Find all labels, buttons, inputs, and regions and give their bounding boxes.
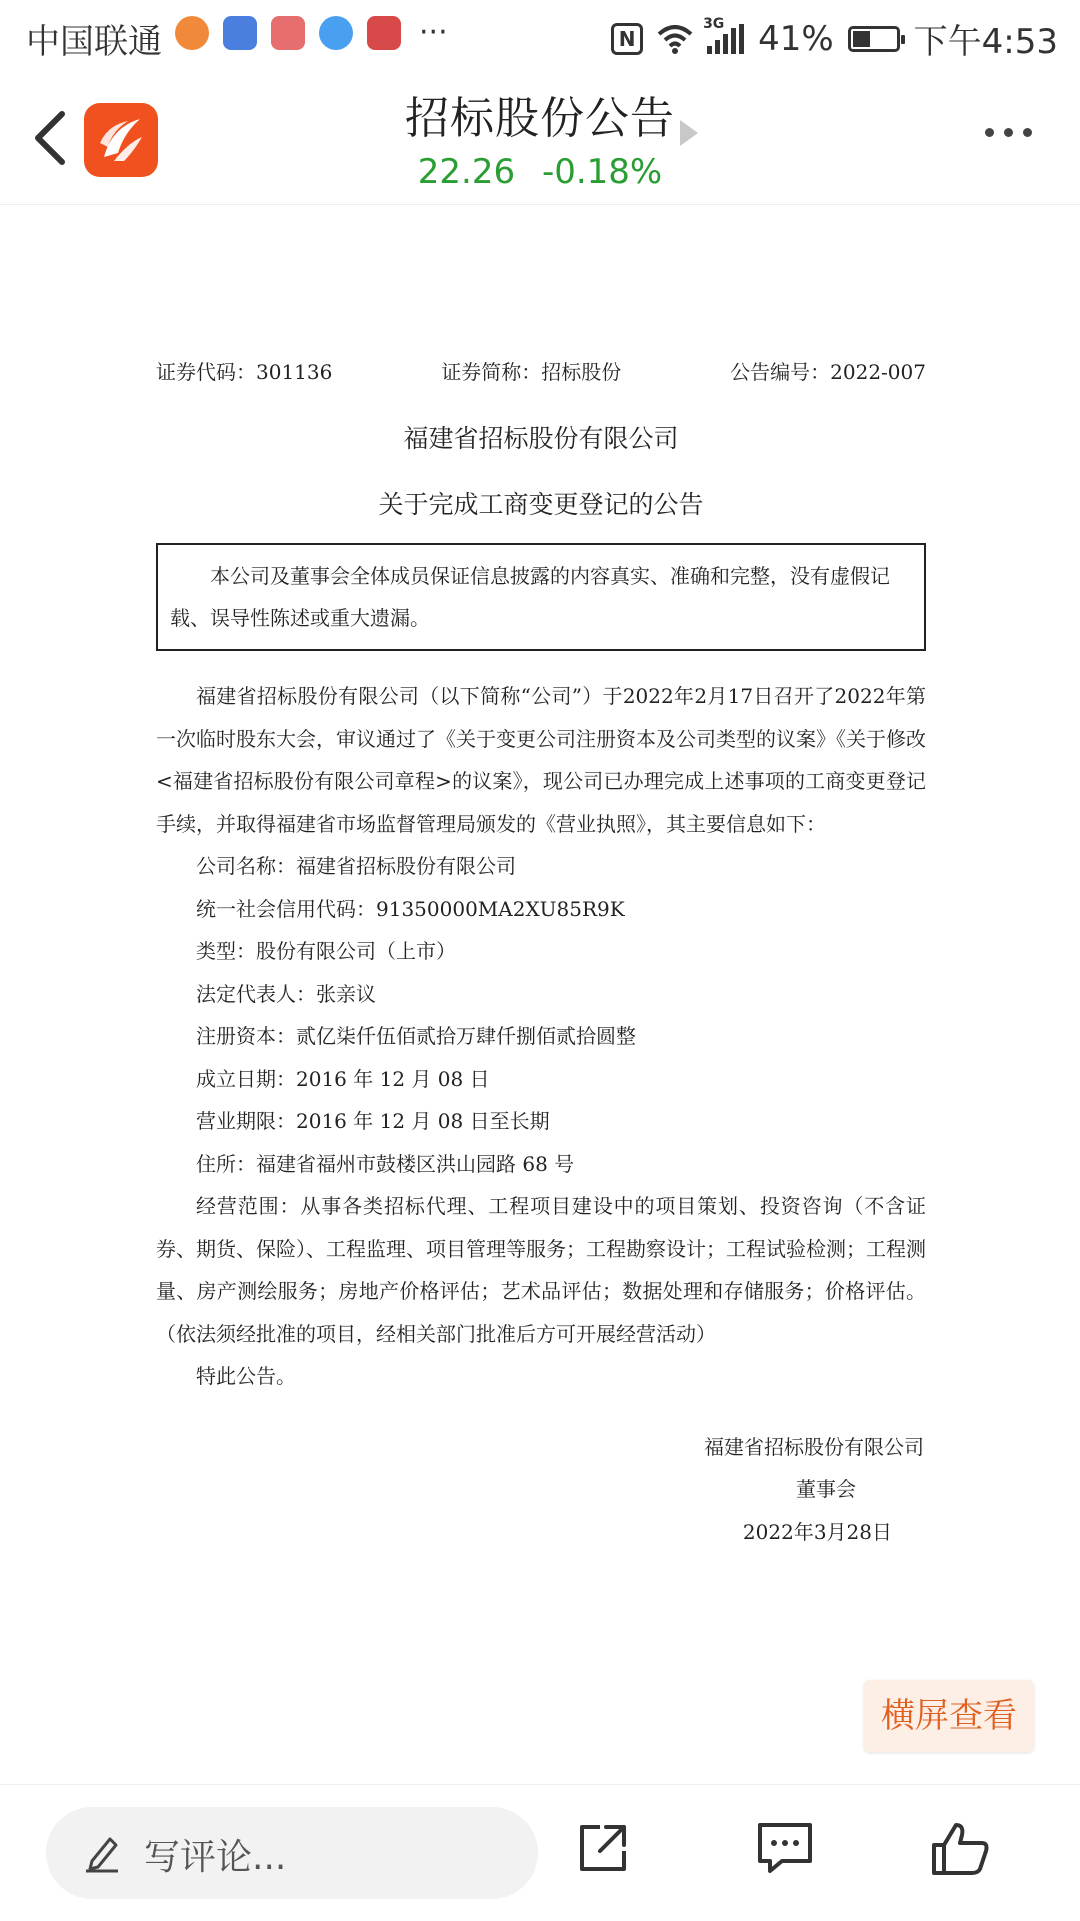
announcement-document <box>156 356 926 1553</box>
status-bar <box>0 0 1080 76</box>
pencil-icon <box>84 1833 120 1873</box>
comment-input[interactable] <box>46 1807 538 1899</box>
comment-placeholder: 写评论... <box>144 1837 287 1878</box>
document-company: 福建省招标股份有限公司 <box>403 424 679 453</box>
stock-code: 证券代码：301136 <box>156 360 333 384</box>
signal-icon <box>703 15 744 54</box>
share-icon[interactable] <box>576 1821 630 1875</box>
info-line: 类型：股份有限公司（上市） <box>196 939 456 963</box>
app-notification-icon <box>367 16 401 50</box>
info-line: 统一社会信用代码：91350000MA2XU85R9K <box>196 896 625 921</box>
document-meta <box>156 356 926 385</box>
comment-icon[interactable] <box>756 1821 814 1875</box>
document-title: 关于完成工商变更登记的公告 <box>378 490 704 519</box>
signature-board: 董事会 <box>796 1477 856 1501</box>
info-line: 公司名称：福建省招标股份有限公司 <box>196 854 516 878</box>
page-title: 招标股份公告 <box>405 93 675 144</box>
more-options-icon[interactable] <box>985 128 1032 137</box>
battery-percent: 41% <box>758 18 834 59</box>
announcement-number: 公告编号：2022-007 <box>730 360 926 384</box>
app-notification-icon <box>319 16 353 50</box>
app-notification-icon <box>175 16 209 50</box>
info-line: 经营范围：从事各类招标代理、工程项目建设中的项目策划、投资咨询（不含证券、期货、保险）、工程监理、项目管理等服务；工程勘察设计；工程试验检测；工程测量、房产测绘服务；房地产价格评估；艺术品评估；数据处理和存储服务；价格评估。（依法须经批准的项目，经相关部门批准后方可开展经营活动） <box>156 1194 926 1346</box>
info-line: 营业期限：2016 年 12 月 08 日至长期 <box>196 1109 550 1133</box>
stock-change: -0.18% <box>541 152 663 192</box>
like-icon[interactable] <box>930 1821 990 1877</box>
info-line: 住所：福建省福州市鼓楼区洪山园路 68 号 <box>196 1151 575 1176</box>
notification-icons <box>175 16 448 50</box>
app-notification-icon <box>271 16 305 50</box>
back-icon[interactable] <box>24 106 80 170</box>
stock-name: 证券简称：招标股份 <box>441 360 622 384</box>
battery-icon <box>848 26 900 52</box>
info-line: 注册资本：贰亿柒仟伍佰贰拾万肆仟捌佰贰拾圆整 <box>196 1024 636 1048</box>
signature-date: 2022年3月28日 <box>742 1519 892 1544</box>
network-type: 3G <box>703 15 725 32</box>
stock-quote <box>300 152 780 192</box>
more-notifications-icon: ··· <box>419 15 448 50</box>
signature-block <box>156 1426 926 1554</box>
battery-level-fill <box>853 31 870 47</box>
info-line: 成立日期：2016 年 12 月 08 日 <box>196 1066 490 1091</box>
clock: 下午4:53 <box>913 22 1058 62</box>
disclosure-notice: 本公司及董事会全体成员保证信息披露的内容真实、准确和完整，没有虚假记载、误导性陈述或重大遗漏。 <box>156 543 926 651</box>
logo-mark-icon <box>84 103 158 177</box>
info-line: 法定代表人：张亲议 <box>196 981 376 1006</box>
app-notification-icon <box>223 16 257 50</box>
nfc-icon: N <box>611 23 643 55</box>
intro-paragraph: 福建省招标股份有限公司（以下简称“公司”）于2022年2月17日召开了2022年第一次临时股东大会，审议通过了《关于变更公司注册资本及公司类型的议案》《关于修改<福建省招标股份有限公司章程>的议案》，现公司已办理完成上述事项的工商变更登记手续，并取得福建省市场监督管理局颁发的《营业执照》，其主要信息如下： <box>156 684 926 836</box>
app-logo[interactable] <box>84 103 158 177</box>
stock-price: 22.26 <box>417 152 516 192</box>
signature-company: 福建省招标股份有限公司 <box>704 1434 924 1459</box>
app-header <box>0 76 1080 205</box>
wifi-icon <box>657 24 693 54</box>
landscape-view-button[interactable]: 横屏查看 <box>864 1680 1034 1752</box>
info-line: 特此公告。 <box>196 1364 296 1388</box>
carrier-label: 中国联通 <box>26 22 162 62</box>
next-stock-arrow-icon[interactable] <box>678 118 700 148</box>
bottom-action-bar <box>0 1784 1080 1921</box>
